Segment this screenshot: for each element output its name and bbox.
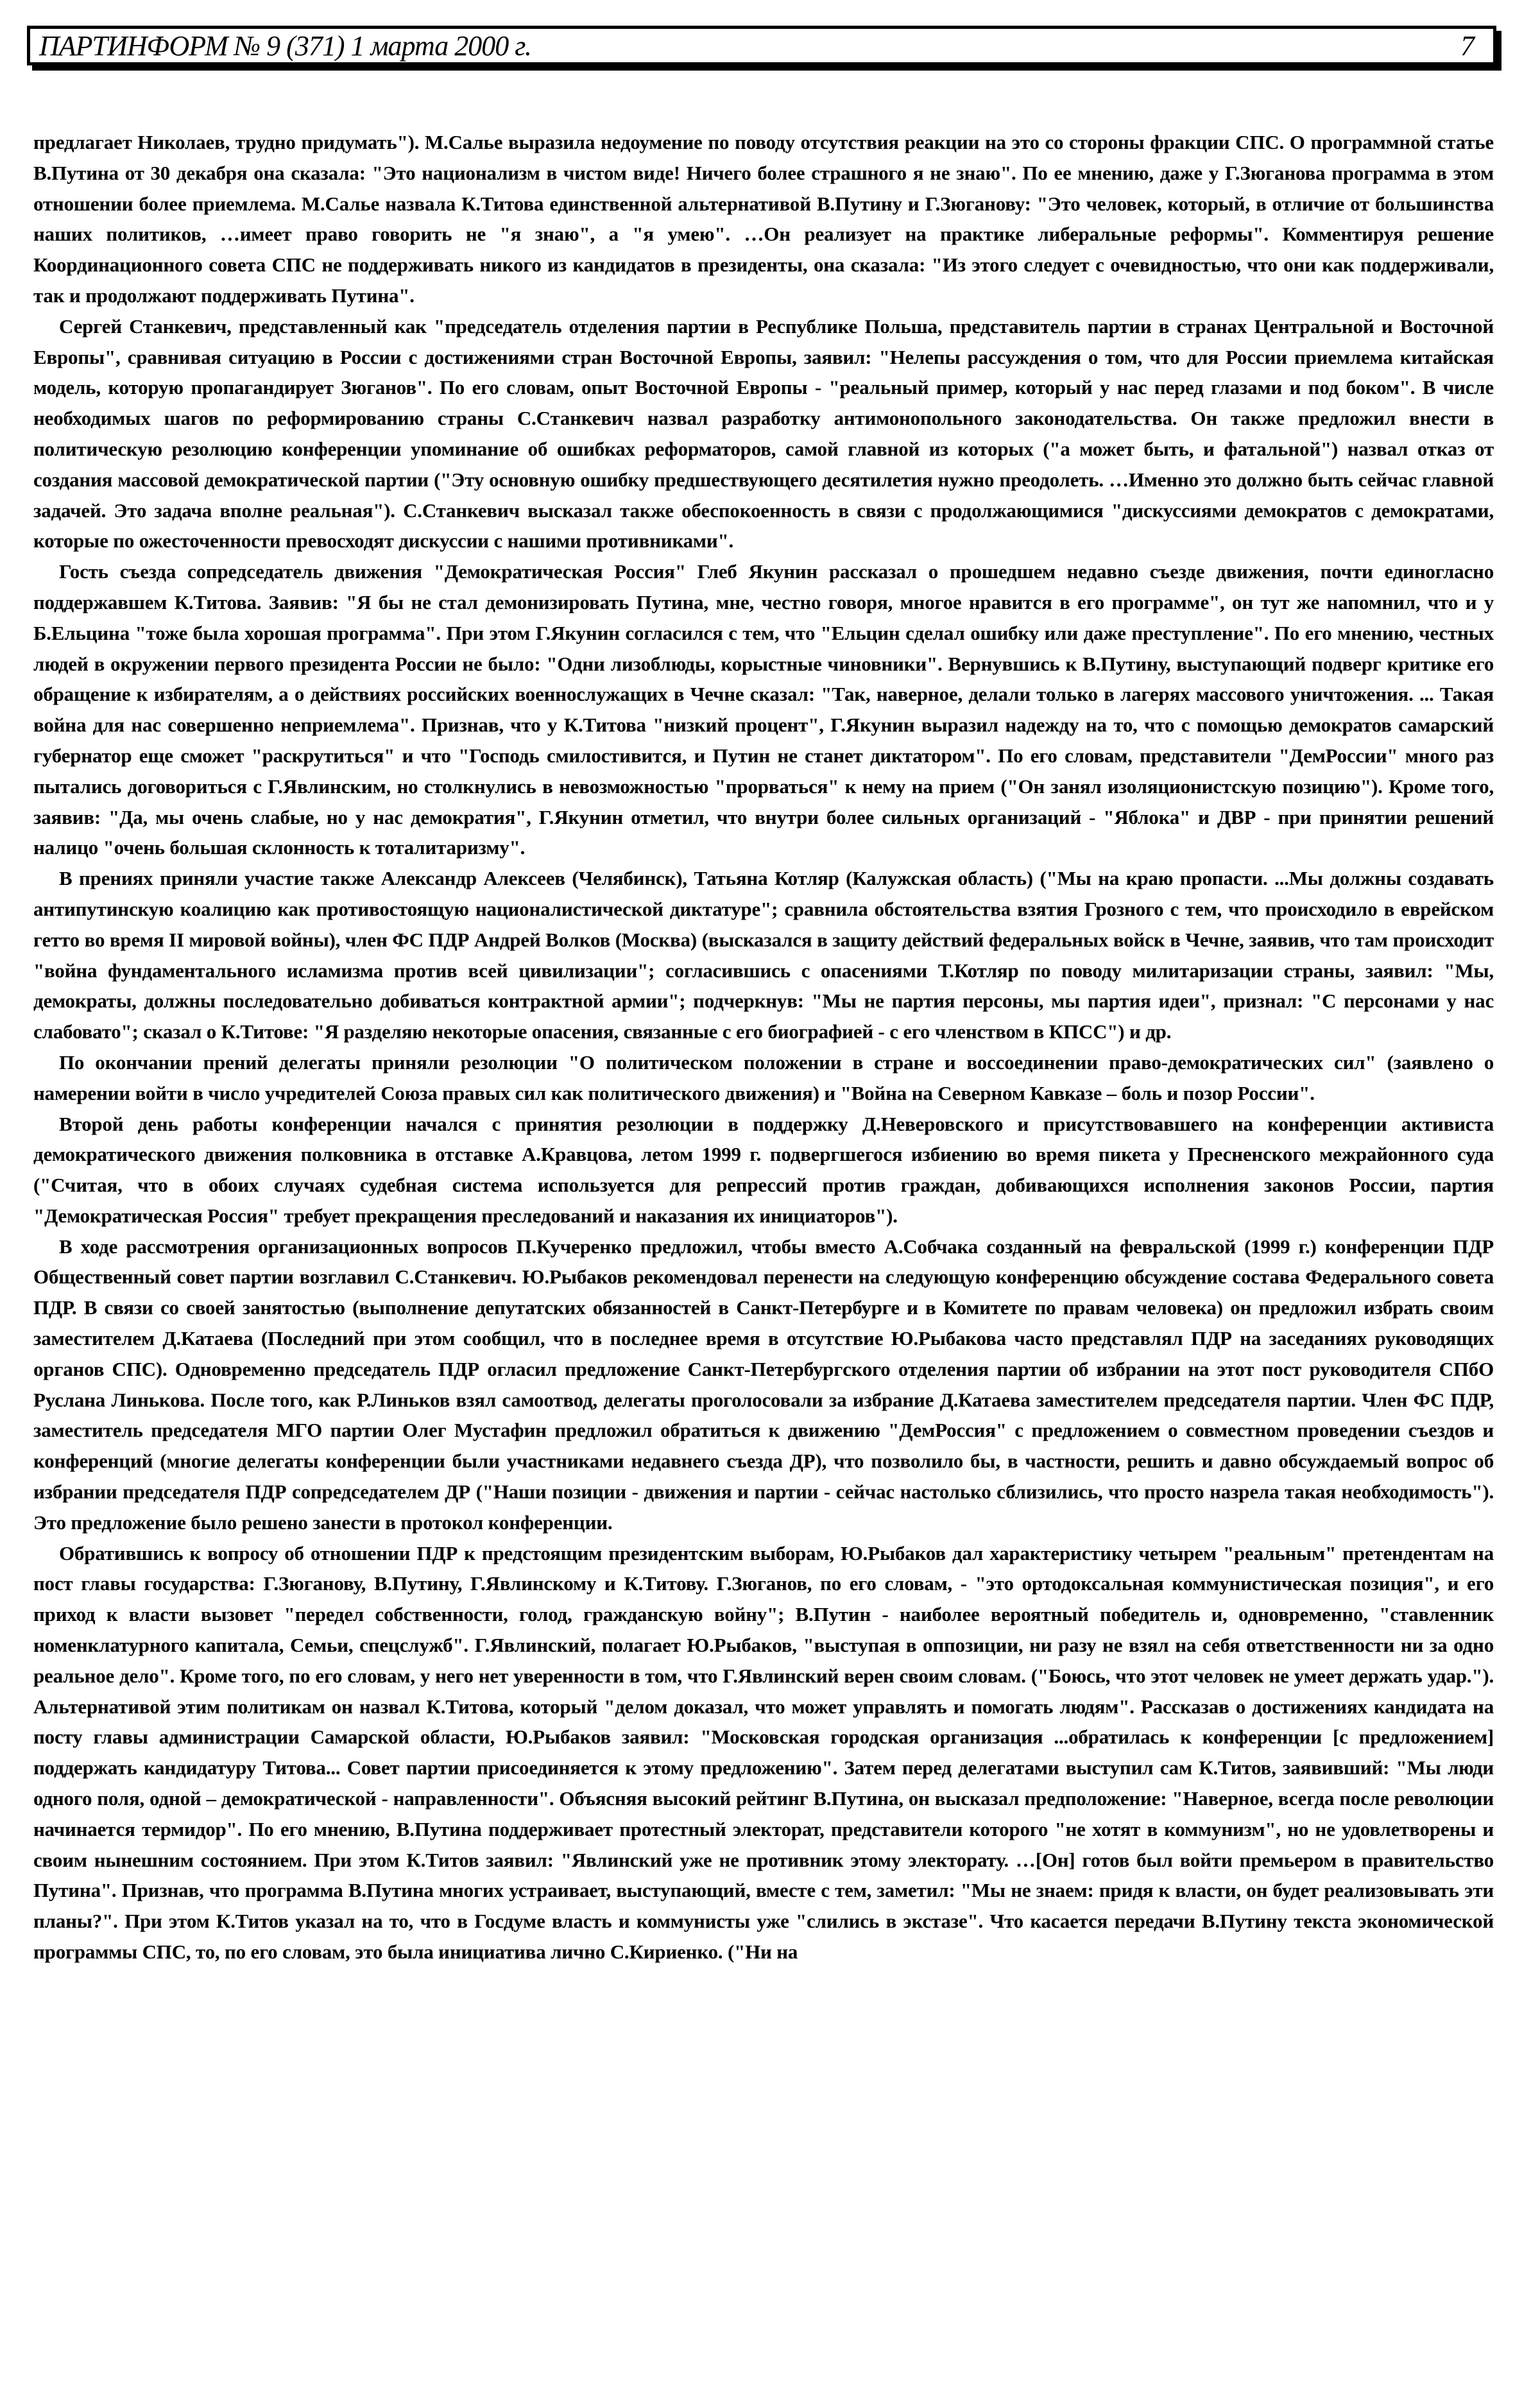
article-body xyxy=(33,127,1494,1967)
paragraph: предлагает Николаев, трудно придумать"). М.Салье выразила недоумение по поводу отсутствия реакции на это со стороны фракции СПС. О программной статье В.Путина от 30 декабря она сказала: "Это национализм в чистом виде! Ничего более страшного я не знаю". По ее мнению, даже у Г.Зюганова программа в этом отношении более приемлема. М.Салье назвала К.Титова единственной альтернативой В.Путину и Г.Зюганову: "Это человек, который, в отличие от большинства наших политиков, …имеет право говорить не "я знаю", а "я умею". …Он реализует на практике либеральные реформы". Комментируя решение Координационного совета СПС не поддерживать никого из кандидатов в президенты, она сказала: "Из этого следует с очевидностью, что они как поддерживали, так и продолжают поддерживать Путина". xyxy=(33,131,1494,307)
paragraph: Сергей Станкевич, представленный как "председатель отделения партии в Республике Польша, представитель партии в странах Центральной и Восточной Европы", сравнивая ситуацию в России с достижениями стран Восточной Европы, заявил: "Нелепы рассуждения о том, что для России приемлема китайская модель, которую пропагандирует Зюганов". По его словам, опыт Восточной Европы - "реальный пример, который у нас перед глазами и под боком". В числе необходимых шагов по реформированию страны С.Станкевич назвал разработку антимонопольного законодательства. Он также предложил внести в политическую резолюцию конференции упоминание об ошибках реформаторов, самой главной из которых ("а может быть, и фатальной") назвал отказ от создания массовой демократической партии ("Эту основную ошибку предшествующего десятилетия нужно преодолеть. …Именно это должно быть сейчас главной задачей. Это задача вполне реальная"). С.Станкевич высказал также обеспокоенность в связи с продолжающимися "дискуссиями демократов с демократами, которые по ожесточенности превосходят дискуссии с нашими противниками". xyxy=(33,314,1494,553)
paragraph: Обратившись к вопросу об отношении ПДР к предстоящим президентским выборам, Ю.Рыбаков дал характеристику четырем "реальным" претендентам на пост главы государства: Г.Зюганову, В.Путину, Г.Явлинскому и К.Титову. Г.Зюганов, по его словам, - "это ортодоксальная коммунистическая позиция", и его приход к власти вызовет "передел собственности, голод, гражданскую войну"; В.Путин - наиболее вероятный победитель и, одновременно, "ставленник номенклатурного капитала, Семьи, спецслужб". Г.Явлинский, полагает Ю.Рыбаков, "выступая в оппозиции, ни разу не взял на себя ответственности ни за одно реальное дело". Кроме того, по его словам, у него нет уверенности в том, что Г.Явлинский верен своим словам. ("Боюсь, что этот человек не умеет держать удар."). Альтернативой этим политикам он назвал К.Титова, который "делом доказал, что может управлять и помогать людям". Рассказав о достижениях кандидата на посту главы администрации Самарской области, Ю.Рыбаков заявил: "Московская городская организация ...обратилась к конференции [с предложением] поддержать кандидатуру Титова... Совет партии присоединяется к этому предложению". Затем перед делегатами выступил сам К.Титов, заявивший: "Мы люди одного поля, одной – демократической - направленности". Объясняя высокий рейтинг В.Путина, он высказал предположение: "Наверное, всегда после революции начинается термидор". По его мнению, В.Путина поддерживает протестный электорат, представители которого "не хотят в коммунизм", но не удовлетворены и своим нынешним состоянием. При этом К.Титов заявил: "Явлинский уже не противник этому электорату. …[Он] готов был войти премьером в правительство Путина". Признав, что программа В.Путина многих устраивает, выступающий, вместе с тем, заметил: "Мы не знаем: придя к власти, он будет реализовывать эти планы?". При этом К.Титов указал на то, что в Госдуме власть и коммунисты уже "слились в экстазе". Что касается передачи В.Путину текста экономической программы СПС, то, по его словам, это была инициатива лично С.Кириенко. ("Ни на xyxy=(33,1541,1494,1964)
paragraph: По окончании прений делегаты приняли резолюции "О политическом положении в стране и воссоединении право-демократических сил" (заявлено о намерении войти в число учредителей Союза правых сил как политического движения) и "Война на Северном Кавказе – боль и позор России". xyxy=(33,1050,1494,1104)
paragraph: Гость съезда сопредседатель движения "Демократическая Россия" Глеб Якунин рассказал о прошедшем недавно съезде движения, почти единогласно поддержавшем К.Титова. Заявив: "Я бы не стал демонизировать Путина, мне, честно говоря, многое нравится в его программе", он тут же напомнил, что и у Б.Ельцина "тоже была хорошая программа". При этом Г.Якунин согласился с тем, что "Ельцин сделал ошибку или даже преступление". По его мнению, честных людей в окружении первого президента России не было: "Одни лизоблюды, корыстные чиновники". Вернувшись к В.Путину, выступающий подверг критике его обращение к избирателям, а о действиях российских военнослужащих в Чечне сказал: "Так, наверное, делали только в лагерях массового уничтожения. ... Такая война для нас совершенно неприемлема". Признав, что у К.Титова "низкий процент", Г.Якунин выразил надежду на то, что с помощью демократов самарский губернатор еще сможет "раскрутиться" и что "Господь смилостивится, и Путин не станет диктатором". По его словам, представители "ДемРоссии" много раз пытались договориться с Г.Явлинским, но столкнулись в невозможностью "прорваться" к нему на прием ("Он занял изоляционистскую позицию"). Кроме того, заявив: "Да, мы очень слабые, но у нас демократия", Г.Якунин отметил, что внутри более сильных организаций - "Яблока" и ДВР - при принятии решений налицо "очень большая склонность к тоталитаризму". xyxy=(33,560,1494,859)
page-number: 7 xyxy=(1460,30,1474,62)
publication-title: ПАРТИНФОРМ № 9 (371) 1 марта 2000 г. xyxy=(39,30,531,62)
paragraph: Второй день работы конференции начался с принятия резолюции в поддержку Д.Неверовского и присутствовавшего на конференции активиста демократического движения полковника в отставке А.Кравцова, летом 1999 г. подвергшегося избиению во время пикета у Пресненского межрайонного суда ("Считая, что в обоих случаях судебная система используется для репрессий против граждан, добивающихся исполнения законов России, партия "Демократическая Россия" требует прекращения преследований и наказания их инициаторов"). xyxy=(33,1112,1494,1227)
paragraph: В прениях приняли участие также Александр Алексеев (Челябинск), Татьяна Котляр (Калужская область) ("Мы на краю пропасти. ...Мы должны создавать антипутинскую коалицию как противостоящую националистической диктатуре"; сравнила обстоятельства взятия Грозного с тем, что происходило в еврейском гетто во время II мировой войны), член ФС ПДР Андрей Волков (Москва) (высказался в защиту действий федеральных войск в Чечне, заявив, что там происходит "война фундаментального исламизма против всей цивилизации"; согласившись с опасениями Т.Котляр по поводу милитаризации страны, заявил: "Мы, демократы, должны последовательно добиваться контрактной армии"; подчеркнув: "Мы не партия персоны, мы партия идеи", признал: "С персонами у нас слабовато"; сказал о К.Титове: "Я разделяю некоторые опасения, связанные с его биографией - с его членством в КПСС") и др. xyxy=(33,867,1494,1043)
paragraph: В ходе рассмотрения организационных вопросов П.Кучеренко предложил, чтобы вместо А.Собчака созданный на февральской (1999 г.) конференции ПДР Общественный совет партии возглавил С.Станкевич. Ю.Рыбаков рекомендовал перенести на следующую конференцию обсуждение состава Федерального совета ПДР. В связи со своей занятостью (выполнение депутатских обязанностей в Санкт-Петербурге и в Комитете по правам человека) он предложил избрать своим заместителем Д.Катаева (Последний при этом сообщил, что в последнее время в отсутствие Ю.Рыбакова часто представлял ПДР на заседаниях руководящих органов СПС). Одновременно председатель ПДР огласил предложение Санкт-Петербургского отделения партии об избрании на этот пост руководителя СПбО Руслана Линькова. После того, как Р.Линьков взял самоотвод, делегаты проголосовали за избрание Д.Катаева заместителем председателя партии. Член ФС ПДР, заместитель председателя МГО партии Олег Мустафин предложил обратиться к движению "ДемРоссия" с предложением о совместном проведении съездов и конференций (многие делегаты конференции были участниками недавнего съезда ДР), что позволило бы, в частности, решить и давно обсуждаемый вопрос об избрании председателя ПДР сопредседателем ДР ("Наши позиции - движения и партии - сейчас настолько сблизились, что просто назрела такая необходимость"). Это предложение было решено занести в протокол конференции. xyxy=(33,1235,1494,1534)
page-header xyxy=(27,26,1496,65)
